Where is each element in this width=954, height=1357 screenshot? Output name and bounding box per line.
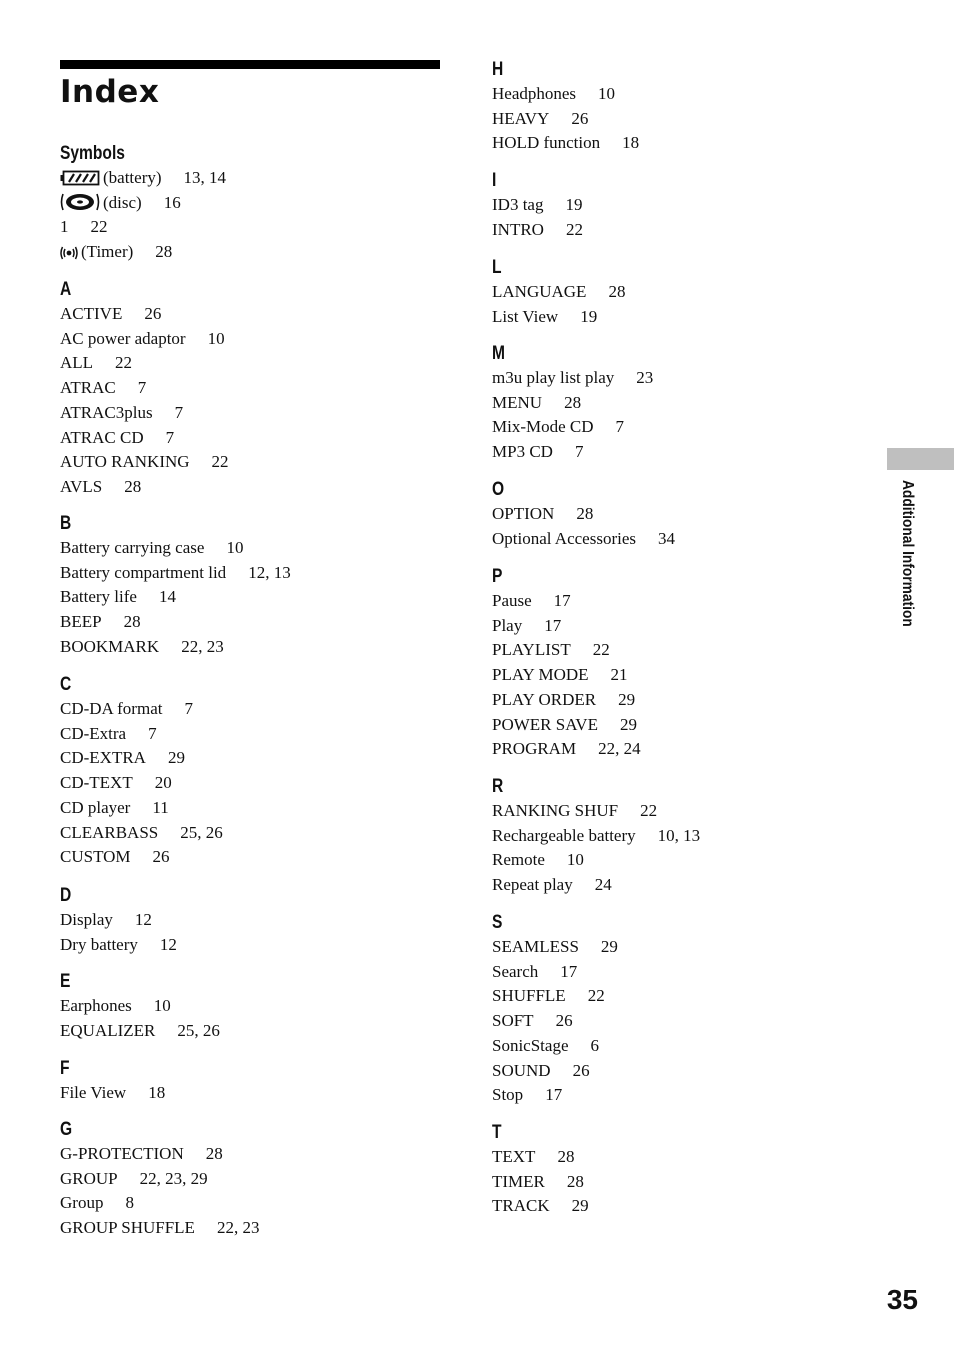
entry-pages: 17 — [545, 1085, 563, 1105]
section-heading: Symbols — [60, 143, 125, 164]
section-heading: H — [492, 59, 504, 80]
section-heading: E — [60, 971, 71, 992]
entry-pages: 22, 23, 29 — [139, 1168, 208, 1188]
index-entry — [492, 1146, 574, 1168]
entry-term: TRACK — [492, 1196, 550, 1216]
index-entry — [60, 537, 243, 559]
entry-pages: 22 — [640, 801, 658, 820]
section-heading: C — [60, 674, 72, 695]
entry-term: Search — [492, 961, 539, 981]
index-entry — [492, 689, 635, 711]
entry-term: List View — [492, 306, 559, 326]
entry-term: ATRAC3plus — [60, 402, 153, 422]
index-entry — [60, 167, 226, 189]
entry-term: Headphones — [492, 84, 577, 103]
disc-icon — [60, 192, 103, 214]
entry-term: Display — [60, 910, 113, 929]
section-heading: G — [60, 1119, 73, 1140]
index-entry — [60, 402, 183, 424]
index-entry — [492, 738, 641, 760]
index-entry — [492, 714, 637, 736]
entry-pages: 28 — [155, 242, 173, 262]
entry-pages: 6 — [590, 1035, 599, 1055]
entry-term: Battery carrying case — [60, 538, 205, 557]
entry-term: Pause — [492, 591, 532, 610]
index-entry — [492, 219, 583, 241]
entry-pages: 28 — [205, 1144, 223, 1163]
index-entry — [60, 822, 223, 844]
entry-pages: 12, 13 — [248, 562, 291, 582]
entry-term: Remote — [492, 850, 545, 870]
index-entry — [60, 216, 108, 238]
entry-pages: 18 — [622, 133, 640, 153]
entry-term: CLEARBASS — [60, 822, 159, 842]
entry-term: Repeat play — [492, 875, 573, 895]
entry-pages: 23 — [636, 368, 654, 387]
entry-term: Optional Accessories — [492, 528, 636, 548]
section-heading: A — [60, 279, 72, 300]
entry-term: ATRAC CD — [60, 427, 144, 447]
index-entry — [492, 1060, 590, 1082]
section-heading: B — [60, 513, 72, 534]
entry-term: SOUND — [492, 1060, 551, 1080]
entry-pages: 10 — [207, 328, 225, 348]
entry-term: 1 — [60, 217, 69, 237]
section-heading: M — [492, 343, 505, 364]
index-entry — [492, 306, 597, 328]
index-entry — [60, 192, 181, 214]
section-heading: L — [492, 257, 502, 278]
entry-term: AC power adaptor — [60, 328, 186, 348]
entry-pages: 10 — [226, 538, 244, 557]
section-heading: T — [492, 1122, 502, 1143]
entry-term: m3u play list play — [492, 368, 615, 387]
entry-term: CUSTOM — [60, 847, 131, 867]
entry-term: SEAMLESS — [492, 937, 579, 956]
section-heading: R — [492, 776, 504, 797]
entry-term: Stop — [492, 1085, 524, 1105]
entry-term: PLAY ORDER — [492, 689, 597, 709]
index-entry — [60, 797, 169, 819]
index-entry — [60, 562, 291, 584]
index-entry — [492, 985, 605, 1007]
index-entry — [60, 995, 171, 1017]
index-entry — [492, 590, 571, 612]
entry-pages: 12 — [159, 934, 177, 954]
index-entry — [60, 723, 157, 745]
entry-pages: 13, 14 — [183, 168, 227, 187]
entry-term: (disc) — [103, 192, 142, 212]
entry-pages: 26 — [572, 1060, 590, 1080]
side-tab-label: Additional Information — [899, 480, 916, 627]
entry-term: MENU — [492, 392, 543, 412]
index-entry — [492, 441, 583, 463]
entry-term: CD-Extra — [60, 723, 127, 743]
entry-pages: 7 — [137, 378, 147, 398]
entry-pages: 11 — [152, 797, 169, 817]
index-entry — [492, 108, 588, 130]
entry-pages: 28 — [557, 1147, 575, 1166]
entry-pages: 12 — [134, 910, 152, 929]
entry-pages: 22, 24 — [598, 739, 641, 759]
index-entry — [492, 849, 584, 871]
entry-pages: 22 — [90, 217, 108, 237]
index-entry — [60, 934, 177, 956]
index-entry — [60, 1143, 223, 1165]
title-rule — [60, 60, 440, 69]
entry-pages: 28 — [124, 476, 142, 496]
index-entry — [492, 528, 675, 550]
entry-pages: 28 — [564, 392, 582, 412]
index-entry — [492, 1010, 573, 1032]
index-entry — [60, 747, 185, 769]
section-heading: D — [60, 885, 72, 906]
entry-pages: 29 — [571, 1196, 589, 1216]
entry-pages: 7 — [148, 723, 157, 743]
entry-term: PROGRAM — [492, 739, 577, 759]
page-number: 35 — [886, 1284, 918, 1315]
entry-pages: 22 — [115, 353, 133, 373]
entry-pages: 22, 23 — [181, 636, 224, 656]
entry-pages: 29 — [619, 714, 637, 734]
index-entry — [492, 1035, 599, 1057]
entry-term: RANKING SHUF — [492, 801, 619, 820]
index-entry — [60, 427, 174, 449]
entry-pages: 29 — [618, 689, 636, 709]
index-entry — [60, 1192, 134, 1214]
entry-pages: 28 — [608, 282, 626, 301]
section-heading: I — [492, 170, 497, 191]
entry-pages: 10 — [566, 850, 584, 870]
index-entry — [60, 611, 141, 633]
index-entry — [492, 874, 612, 896]
index-entry — [492, 936, 618, 958]
entry-pages: 16 — [163, 192, 181, 212]
entry-term: SHUFFLE — [492, 986, 566, 1006]
entry-pages: 20 — [154, 773, 172, 793]
section-heading: O — [492, 479, 505, 500]
index-entry — [60, 636, 224, 658]
entry-term: Earphones — [60, 996, 132, 1015]
entry-pages: 18 — [148, 1083, 166, 1102]
entry-pages: 22, 23 — [216, 1218, 260, 1238]
index-entry — [60, 1217, 259, 1239]
entry-pages: 22 — [587, 986, 605, 1006]
entry-pages: 7 — [574, 442, 584, 462]
index-entry — [492, 132, 639, 154]
index-entry — [60, 909, 152, 931]
section-tab — [887, 448, 954, 470]
index-entry — [60, 303, 161, 325]
entry-term: Play — [492, 615, 523, 635]
entry-term: PLAY MODE — [492, 665, 589, 685]
entry-pages: 22 — [592, 640, 610, 660]
index-entry — [492, 639, 610, 661]
index-entry — [60, 328, 225, 350]
entry-pages: 24 — [594, 875, 612, 895]
entry-term: Mix-Mode CD — [492, 417, 594, 437]
entry-pages: 26 — [555, 1011, 573, 1031]
index-entry — [60, 586, 176, 608]
entry-term: POWER SAVE — [492, 714, 598, 734]
section-heading: F — [60, 1058, 70, 1079]
entry-pages: 17 — [544, 615, 562, 635]
entry-term: GROUP — [60, 1168, 118, 1188]
entry-pages: 17 — [560, 961, 578, 981]
entry-term: AUTO RANKING — [60, 452, 190, 472]
entry-term: EQUALIZER — [60, 1020, 156, 1040]
index-entry — [60, 698, 193, 720]
timer-icon — [60, 241, 81, 263]
entry-pages: 21 — [610, 665, 628, 685]
entry-term: Dry battery — [60, 934, 138, 954]
entry-term: ACTIVE — [60, 304, 123, 323]
index-entry — [492, 1195, 589, 1217]
entry-term: G-PROTECTION — [60, 1144, 184, 1163]
entry-term: AVLS — [60, 476, 103, 496]
index-entry — [492, 194, 582, 216]
index-entry — [60, 1168, 208, 1190]
entry-pages: 7 — [615, 417, 625, 437]
entry-pages: 26 — [144, 304, 162, 323]
entry-term: Battery compartment lid — [60, 562, 227, 582]
entry-pages: 26 — [571, 108, 589, 128]
index-entry — [492, 800, 657, 822]
entry-term: TIMER — [492, 1171, 545, 1191]
entry-term: CD-DA format — [60, 699, 163, 718]
entry-pages: 22 — [565, 219, 583, 239]
entry-pages: 19 — [565, 195, 583, 214]
index-entry — [60, 772, 172, 794]
battery-icon — [60, 167, 103, 189]
entry-pages: 28 — [566, 1171, 584, 1191]
entry-term: INTRO — [492, 219, 544, 239]
entry-term: PLAYLIST — [492, 640, 571, 660]
entry-term: HEAVY — [492, 108, 550, 128]
entry-term: LANGUAGE — [492, 282, 587, 301]
entry-pages: 10 — [598, 84, 616, 103]
index-entry — [492, 615, 561, 637]
entry-term: MP3 CD — [492, 442, 553, 462]
index-entry — [60, 846, 170, 868]
section-heading: P — [492, 566, 503, 587]
entry-term: CD player — [60, 797, 131, 817]
index-entry — [492, 664, 628, 686]
entry-pages: 25, 26 — [177, 1020, 220, 1040]
entry-term: ALL — [60, 353, 94, 373]
section-heading: S — [492, 912, 503, 933]
entry-term: (battery) — [103, 168, 162, 187]
entry-pages: 8 — [125, 1193, 134, 1213]
index-entry — [492, 1084, 562, 1106]
entry-term: SonicStage — [492, 1035, 569, 1055]
index-entry — [492, 416, 624, 438]
index-entry — [492, 503, 593, 525]
entry-pages: 28 — [576, 504, 594, 523]
index-entry — [60, 241, 172, 263]
index-entry — [492, 392, 581, 414]
page-title: Index — [60, 74, 160, 110]
entry-pages: 29 — [600, 937, 618, 956]
entry-term: BOOKMARK — [60, 636, 160, 656]
index-entry — [60, 451, 229, 473]
entry-pages: 7 — [165, 427, 175, 447]
entry-term: TEXT — [492, 1147, 536, 1166]
entry-pages: 28 — [123, 612, 141, 632]
entry-pages: 14 — [158, 587, 176, 607]
entry-term: SOFT — [492, 1011, 534, 1031]
entry-term: OPTION — [492, 504, 555, 523]
index-entry — [60, 377, 146, 399]
entry-pages: 34 — [658, 528, 675, 548]
entry-term: Rechargeable battery — [492, 825, 636, 845]
entry-term: Battery life — [60, 587, 137, 607]
entry-term: File View — [60, 1083, 127, 1102]
entry-pages: 7 — [174, 402, 184, 422]
index-entry — [492, 1171, 584, 1193]
entry-pages: 22 — [211, 452, 229, 472]
entry-term: GROUP SHUFFLE — [60, 1218, 195, 1238]
entry-pages: 17 — [553, 591, 571, 610]
index-entry — [492, 83, 615, 105]
index-entry — [492, 825, 700, 847]
entry-term: CD-TEXT — [60, 773, 133, 793]
index-entry — [492, 367, 653, 389]
index-entry — [60, 352, 132, 374]
entry-pages: 29 — [167, 748, 185, 768]
entry-term: ID3 tag — [492, 195, 544, 214]
index-entry — [492, 281, 625, 303]
entry-term: ATRAC — [60, 378, 116, 398]
index-entry — [492, 961, 577, 983]
entry-term: HOLD function — [492, 133, 601, 153]
entry-pages: 26 — [152, 847, 170, 867]
entry-pages: 25, 26 — [180, 822, 223, 842]
index-entry — [60, 1082, 165, 1104]
entry-term: (Timer) — [81, 242, 134, 262]
index-entry — [60, 1020, 220, 1042]
entry-pages: 10, 13 — [657, 825, 701, 845]
entry-pages: 19 — [580, 306, 598, 326]
entry-term: BEEP — [60, 612, 102, 632]
entry-term: CD-EXTRA — [60, 748, 146, 768]
index-entry — [60, 476, 141, 498]
entry-pages: 10 — [153, 996, 171, 1015]
entry-pages: 7 — [184, 699, 193, 718]
entry-term: Group — [60, 1193, 104, 1213]
